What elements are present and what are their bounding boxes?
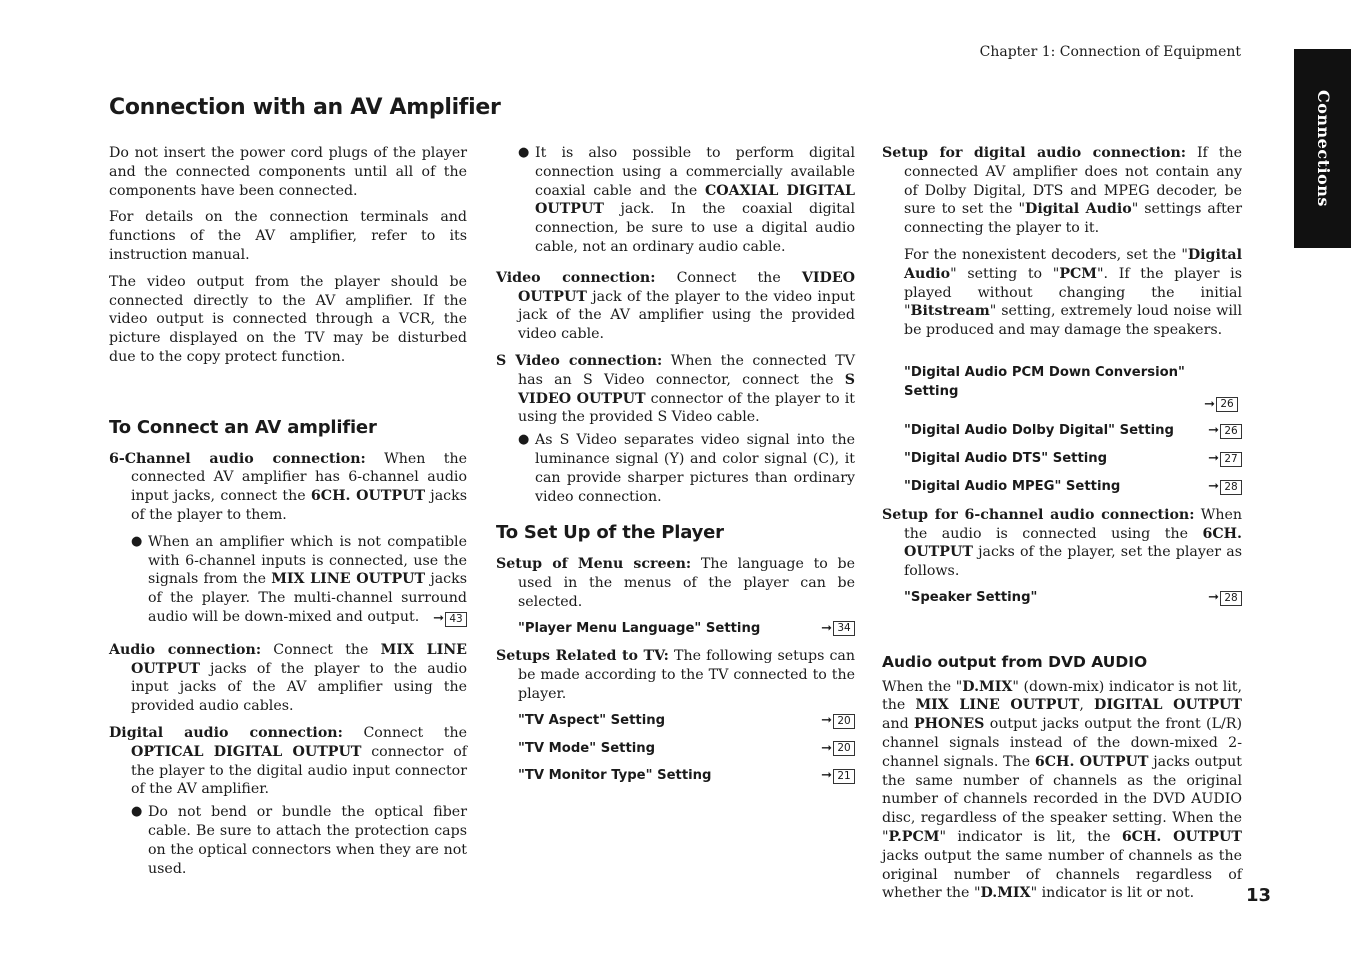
tv-setup: Setups Related to TV: The following setups can be made according to the TV connected to the player. bbox=[496, 648, 856, 702]
page-ref-link[interactable]: ➞ 21 bbox=[821, 767, 855, 786]
dvd-audio-paragraph: When the "D.MIX" (down-mix) indicator is not lit, the MIX LINE OUTPUT, DIGITAL OUTPUT and PHONES output jacks output the front (L/R) channel signals instead of the down-mixed 2-channel signals. The 6CH. OUTPUT jacks output the same number of channels as the original number of channels recorded in the DVD AUDIO disc, regardless of the speaker setting. When the "P.PCM" indicator is lit, the 6CH. OUTPUT jacks output the same number of channels as the original number of channels regardless of whether the "D.MIX" indicator is lit or not. bbox=[882, 678, 1242, 902]
digital-setup: Setup for digital audio connection: If the connected AV amplifier does not contain any of Dolby Digital, DTS and MPEG decoder, be sure to set the "Digital Audio" settings after connecting the player to it. bbox=[882, 145, 1242, 237]
page-ref-link[interactable]: ➞ 43 bbox=[433, 610, 467, 629]
column-2 bbox=[496, 144, 855, 795]
setting-row: "Digital Audio MPEG" Setting ➞ 28 bbox=[882, 478, 1242, 497]
menu-setup: Setup of Menu screen: The language to be used in the menus of the player can be selected. bbox=[496, 556, 856, 610]
setting-row: "Player Menu Language" Setting ➞ 34 bbox=[496, 620, 855, 639]
section-heading-connect: To Connect an AV amplifier bbox=[109, 416, 377, 438]
page-ref-link[interactable]: ➞ 28 bbox=[1208, 478, 1242, 497]
column-1 bbox=[109, 144, 467, 886]
page-ref-link[interactable]: ➞ 26 bbox=[1208, 422, 1242, 441]
setting-row: "Digital Audio DTS" Setting ➞ 27 bbox=[882, 450, 1242, 469]
page-ref-link[interactable]: ➞ 20 bbox=[821, 712, 855, 731]
section-side-tab bbox=[1294, 49, 1351, 248]
audio-connection: Audio connection: Connect the MIX LINE OUTPUT jacks of the player to the audio input jacks of the AV amplifier using the provided audio cables. bbox=[109, 641, 467, 715]
nonexistent-decoder-note: For the nonexistent decoders, set the "Digital Audio" setting to "PCM". If the player is played without changing the initial "Bitstream" setting, extremely loud noise will be produced and may damage the speakers. bbox=[904, 246, 1242, 339]
page-ref-link[interactable]: ➞ 26 bbox=[1204, 396, 1238, 415]
s-video-connection: S Video connection: When the connected TV has an S Video connector, connect the S VIDEO OUTPUT connector of the player to it using the provided S Video cable. bbox=[496, 352, 855, 426]
setting-row: "Speaker Setting" ➞ 28 bbox=[882, 589, 1242, 608]
setting-row: "Digital Audio Dolby Digital" Setting ➞ 26 bbox=[882, 422, 1242, 441]
setting-row: "TV Mode" Setting ➞ 20 bbox=[496, 740, 855, 759]
s-video-note: ● As S Video separates video signal into the luminance signal (Y) and color signal (C), it can provide sharper pictures than ordinary video connection. bbox=[496, 431, 855, 506]
six-channel-connection: 6-Channel audio connection: When the connected AV amplifier has 6-channel audio input jacks, connect the 6CH. OUTPUT jacks of the player to them. bbox=[109, 450, 467, 523]
setting-row: "TV Aspect" Setting ➞ 20 bbox=[496, 712, 855, 731]
page-ref-link[interactable]: ➞ 28 bbox=[1208, 589, 1242, 608]
page-title: Connection with an AV Amplifier bbox=[109, 95, 501, 120]
section-heading-dvd-audio: Audio output from DVD AUDIO bbox=[882, 652, 1148, 671]
column-3 bbox=[882, 144, 1242, 911]
page-number: 13 bbox=[1246, 885, 1272, 906]
page-ref-link[interactable]: ➞ 20 bbox=[821, 740, 855, 759]
intro-paragraph-2: For details on the connection terminals and functions of the AV amplifier, refer to its instruction manual. bbox=[109, 209, 467, 263]
six-channel-note: ● When an amplifier which is not compatible with 6-channel inputs is connected, use the signals from the MIX LINE OUTPUT jacks of the player. The multi-channel surround audio will be down-mixed and output. ➞ 43 bbox=[109, 533, 467, 627]
six-channel-setup: Setup for 6-channel audio connection: When the audio is connected using the 6CH. OUTPUT jacks of the player, set the player as follows. bbox=[882, 506, 1243, 580]
chapter-header: Chapter 1: Connection of Equipment bbox=[979, 44, 1241, 60]
coaxial-note: ● It is also possible to perform digital connection using a commercially available coaxial cable and the COAXIAL DIGITAL OUTPUT jack. In the coaxial digital connection, be sure to use a digital audio cable, not an ordinary audio cable. bbox=[496, 144, 855, 257]
intro-paragraph-1: Do not insert the power cord plugs of the player and the connected components until all of the components have been connected. bbox=[109, 145, 467, 199]
setting-row: "Digital Audio PCM Down Conversion" Setting bbox=[904, 364, 1185, 399]
page-ref-link[interactable]: ➞ 27 bbox=[1208, 450, 1242, 469]
side-tab-label: Connections bbox=[1313, 90, 1333, 207]
digital-audio-connection: Digital audio connection: Connect the OPTICAL DIGITAL OUTPUT connector of the player to the digital audio input connector of the AV amplifier. bbox=[109, 724, 467, 798]
page-ref-link[interactable]: ➞ 34 bbox=[821, 620, 855, 639]
video-connection: Video connection: Connect the VIDEO OUTPUT jack of the player to the video input jack of the AV amplifier using the provided video cable. bbox=[496, 269, 855, 343]
section-heading-setup: To Set Up of the Player bbox=[496, 522, 724, 544]
optical-cable-note: ● Do not bend or bundle the optical fiber cable. Be sure to attach the protection caps on the optical connectors when they are not used. bbox=[109, 803, 467, 878]
setting-row: "TV Monitor Type" Setting ➞ 21 bbox=[496, 767, 855, 786]
intro-paragraph-3: The video output from the player should be connected directly to the AV amplifier. If the video output is connected through a VCR, the picture displayed on the TV may be disturbed due to the copy protect function. bbox=[109, 273, 467, 365]
